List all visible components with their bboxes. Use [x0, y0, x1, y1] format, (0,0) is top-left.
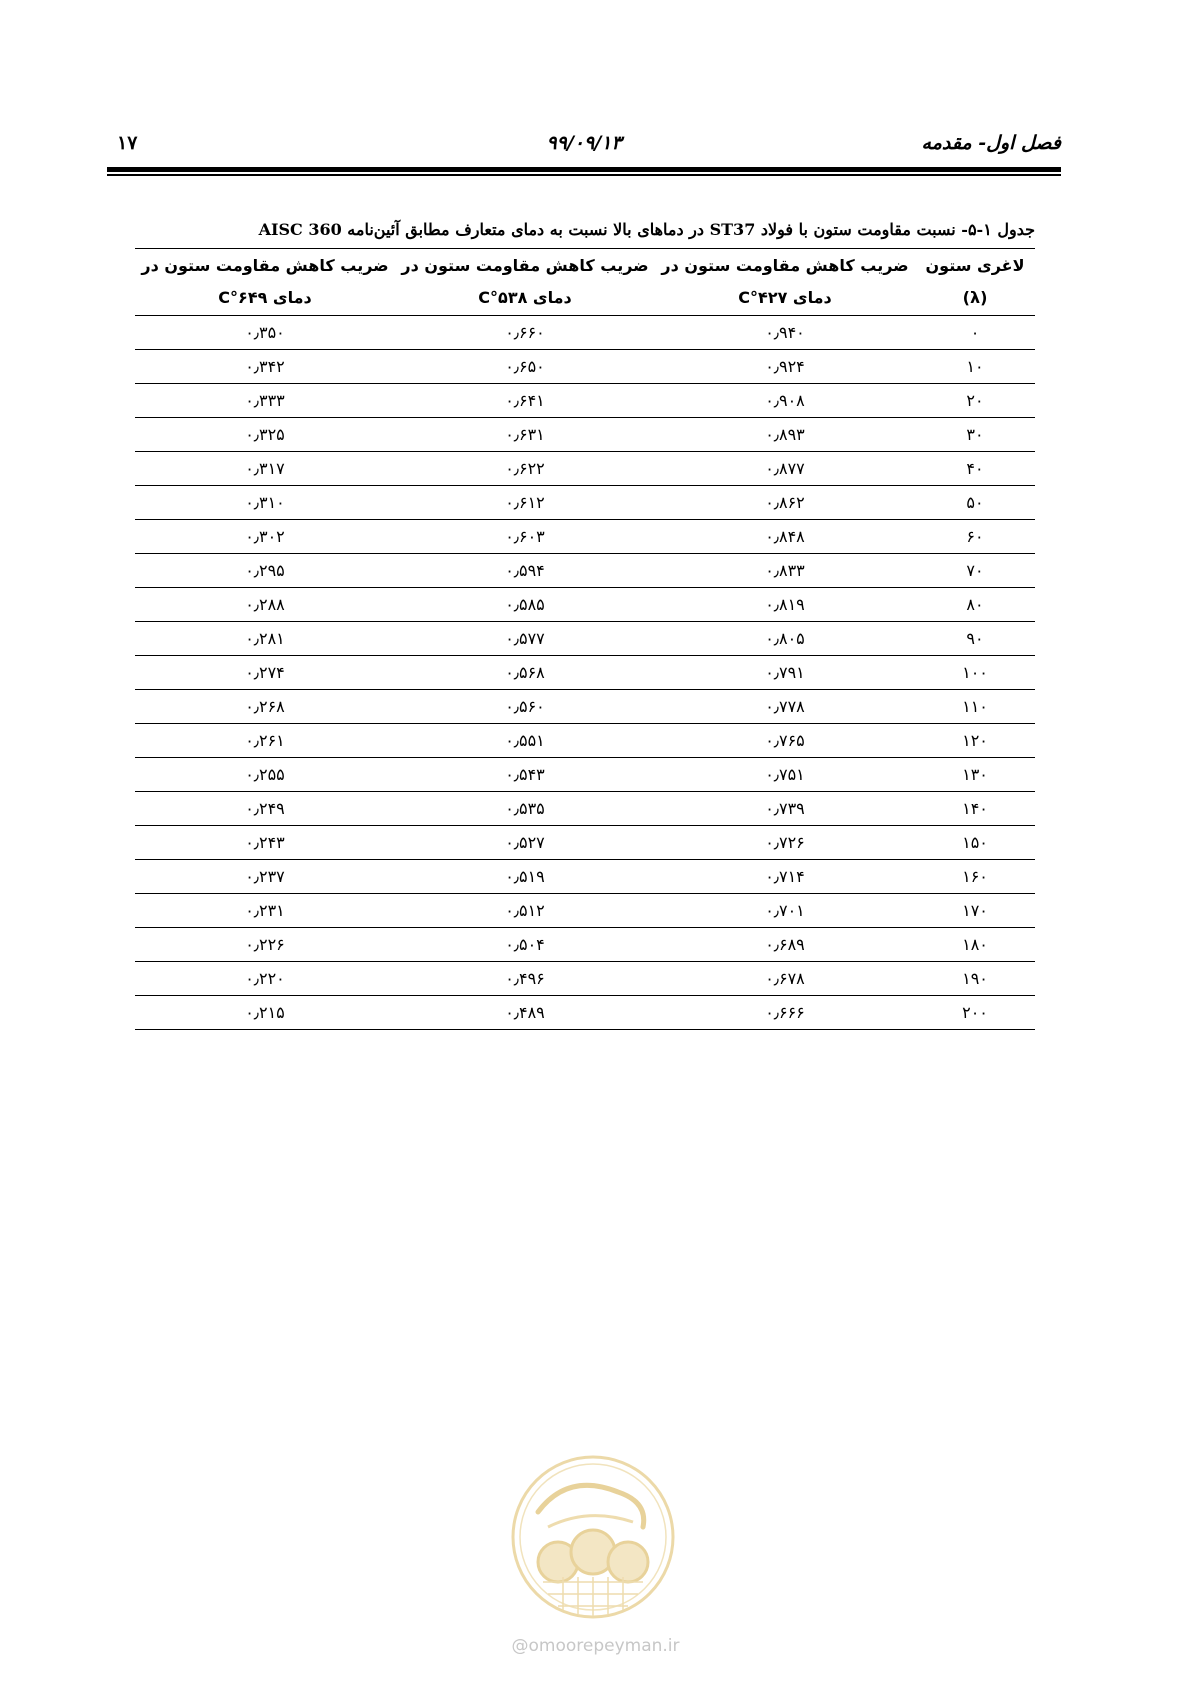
cell-factor-649c: ۰٫۲۲۰ — [135, 962, 395, 996]
column-header-538c: ضریب کاهش مقاومت ستون در دمای ۵۳۸°C — [395, 249, 655, 316]
cell-factor-427c: ۰٫۹۲۴ — [655, 350, 915, 384]
table-row — [135, 758, 1035, 792]
header-date: ۹۹/۰۹/۱۳ — [546, 132, 622, 154]
cell-factor-649c: ۰٫۲۸۱ — [135, 622, 395, 656]
header-rule-thick — [107, 167, 1061, 172]
table-row — [135, 520, 1035, 554]
table-row — [135, 860, 1035, 894]
cell-factor-649c: ۰٫۳۱۰ — [135, 486, 395, 520]
cell-factor-538c: ۰٫۵۱۹ — [395, 860, 655, 894]
cell-factor-427c: ۰٫۸۱۹ — [655, 588, 915, 622]
cell-factor-427c: ۰٫۸۳۳ — [655, 554, 915, 588]
cell-factor-427c: ۰٫۹۴۰ — [655, 316, 915, 350]
cell-slenderness: ۴۰ — [915, 452, 1035, 486]
cell-factor-538c: ۰٫۵۴۳ — [395, 758, 655, 792]
cell-slenderness: ۱۰ — [915, 350, 1035, 384]
cell-slenderness: ۹۰ — [915, 622, 1035, 656]
table-row — [135, 656, 1035, 690]
cell-slenderness: ۱۴۰ — [915, 792, 1035, 826]
cell-factor-427c: ۰٫۹۰۸ — [655, 384, 915, 418]
table-caption: جدول ۱-۵- نسبت مقاومت ستون با فولاد ST37 در دماهای بالا نسبت به دمای متعارف مطابق آئین‌نامه AISC 360 — [258, 220, 1035, 239]
cell-factor-649c: ۰٫۲۳۱ — [135, 894, 395, 928]
reduction-factor-table — [135, 248, 1035, 1030]
cell-factor-649c: ۰٫۲۷۴ — [135, 656, 395, 690]
table-row — [135, 622, 1035, 656]
cell-factor-649c: ۰٫۲۲۶ — [135, 928, 395, 962]
cell-factor-538c: ۰٫۵۷۷ — [395, 622, 655, 656]
cell-slenderness: ۱۵۰ — [915, 826, 1035, 860]
cell-factor-538c: ۰٫۵۱۲ — [395, 894, 655, 928]
cell-slenderness: ۱۷۰ — [915, 894, 1035, 928]
table-row — [135, 486, 1035, 520]
cell-factor-427c: ۰٫۸۴۸ — [655, 520, 915, 554]
page-number: ۱۷ — [117, 132, 138, 154]
cell-slenderness: ۵۰ — [915, 486, 1035, 520]
cell-factor-538c: ۰٫۵۹۴ — [395, 554, 655, 588]
cell-factor-427c: ۰٫۷۱۴ — [655, 860, 915, 894]
cell-factor-649c: ۰٫۲۳۷ — [135, 860, 395, 894]
cell-factor-427c: ۰٫۸۹۳ — [655, 418, 915, 452]
cell-factor-538c: ۰٫۵۸۵ — [395, 588, 655, 622]
cell-factor-538c: ۰٫۵۳۵ — [395, 792, 655, 826]
cell-factor-538c: ۰٫۶۲۲ — [395, 452, 655, 486]
cell-slenderness: ۱۶۰ — [915, 860, 1035, 894]
cell-factor-427c: ۰٫۶۶۶ — [655, 996, 915, 1030]
table-row — [135, 724, 1035, 758]
cell-slenderness: ۷۰ — [915, 554, 1035, 588]
cell-factor-538c: ۰٫۶۴۱ — [395, 384, 655, 418]
cell-slenderness: ۱۸۰ — [915, 928, 1035, 962]
cell-factor-538c: ۰٫۶۳۱ — [395, 418, 655, 452]
watermark-url: @omoorepeyman.ir — [511, 1636, 680, 1656]
cell-factor-538c: ۰٫۶۵۰ — [395, 350, 655, 384]
chapter-title: فصل اول- مقدمه — [921, 132, 1061, 154]
table-row — [135, 316, 1035, 350]
cell-factor-538c: ۰٫۵۶۸ — [395, 656, 655, 690]
cell-slenderness: ۱۳۰ — [915, 758, 1035, 792]
cell-slenderness: ۲۰ — [915, 384, 1035, 418]
omoorepeyman-logo — [508, 1452, 678, 1622]
cell-factor-538c: ۰٫۵۵۱ — [395, 724, 655, 758]
cell-factor-538c: ۰٫۶۰۳ — [395, 520, 655, 554]
cell-factor-538c: ۰٫۵۲۷ — [395, 826, 655, 860]
cell-factor-538c: ۰٫۶۱۲ — [395, 486, 655, 520]
table-row — [135, 962, 1035, 996]
cell-factor-427c: ۰٫۷۲۶ — [655, 826, 915, 860]
cell-factor-427c: ۰٫۸۶۲ — [655, 486, 915, 520]
cell-factor-427c: ۰٫۶۷۸ — [655, 962, 915, 996]
table-row — [135, 384, 1035, 418]
cell-factor-538c: ۰٫۵۰۴ — [395, 928, 655, 962]
cell-slenderness: ۱۹۰ — [915, 962, 1035, 996]
table-row — [135, 588, 1035, 622]
cell-factor-538c: ۰٫۴۹۶ — [395, 962, 655, 996]
cell-factor-649c: ۰٫۲۶۸ — [135, 690, 395, 724]
table-body — [135, 316, 1035, 1030]
cell-slenderness: ۱۱۰ — [915, 690, 1035, 724]
table-row — [135, 350, 1035, 384]
cell-factor-427c: ۰٫۷۶۵ — [655, 724, 915, 758]
table-row — [135, 792, 1035, 826]
cell-factor-427c: ۰٫۷۹۱ — [655, 656, 915, 690]
cell-factor-649c: ۰٫۳۴۲ — [135, 350, 395, 384]
table-header-row — [135, 249, 1035, 316]
table-row — [135, 554, 1035, 588]
cell-factor-649c: ۰٫۲۹۵ — [135, 554, 395, 588]
cell-factor-538c: ۰٫۴۸۹ — [395, 996, 655, 1030]
table-row — [135, 452, 1035, 486]
cell-factor-649c: ۰٫۲۵۵ — [135, 758, 395, 792]
cell-factor-649c: ۰٫۲۱۵ — [135, 996, 395, 1030]
cell-factor-427c: ۰٫۷۰۱ — [655, 894, 915, 928]
cell-slenderness: ۶۰ — [915, 520, 1035, 554]
page-header — [107, 128, 1061, 160]
cell-slenderness: ۲۰۰ — [915, 996, 1035, 1030]
cell-factor-538c: ۰٫۵۶۰ — [395, 690, 655, 724]
cell-factor-427c: ۰٫۸۰۵ — [655, 622, 915, 656]
cell-factor-649c: ۰٫۲۸۸ — [135, 588, 395, 622]
column-header-427c: ضریب کاهش مقاومت ستون در دمای ۴۲۷°C — [655, 249, 915, 316]
cell-factor-649c: ۰٫۲۶۱ — [135, 724, 395, 758]
cell-factor-649c: ۰٫۳۲۵ — [135, 418, 395, 452]
cell-slenderness: ۱۰۰ — [915, 656, 1035, 690]
cell-factor-427c: ۰٫۷۵۱ — [655, 758, 915, 792]
cell-factor-427c: ۰٫۸۷۷ — [655, 452, 915, 486]
table-row — [135, 826, 1035, 860]
cell-slenderness: ۳۰ — [915, 418, 1035, 452]
cell-factor-649c: ۰٫۳۳۳ — [135, 384, 395, 418]
cell-slenderness: ۰ — [915, 316, 1035, 350]
cell-factor-427c: ۰٫۷۷۸ — [655, 690, 915, 724]
cell-slenderness: ۸۰ — [915, 588, 1035, 622]
table-row — [135, 418, 1035, 452]
cell-factor-649c: ۰٫۲۴۹ — [135, 792, 395, 826]
cell-factor-649c: ۰٫۳۱۷ — [135, 452, 395, 486]
header-rule-thin — [107, 174, 1061, 176]
table-row — [135, 894, 1035, 928]
cell-factor-649c: ۰٫۳۰۲ — [135, 520, 395, 554]
cell-factor-649c: ۰٫۲۴۳ — [135, 826, 395, 860]
cell-slenderness: ۱۲۰ — [915, 724, 1035, 758]
table-row — [135, 690, 1035, 724]
table-row — [135, 928, 1035, 962]
cell-factor-649c: ۰٫۳۵۰ — [135, 316, 395, 350]
cell-factor-427c: ۰٫۶۸۹ — [655, 928, 915, 962]
column-header-slenderness: لاغری ستون (λ) — [915, 249, 1035, 316]
column-header-649c: ضریب کاهش مقاومت ستون در دمای ۶۴۹°C — [135, 249, 395, 316]
cell-factor-427c: ۰٫۷۳۹ — [655, 792, 915, 826]
cell-factor-538c: ۰٫۶۶۰ — [395, 316, 655, 350]
table-row — [135, 996, 1035, 1030]
